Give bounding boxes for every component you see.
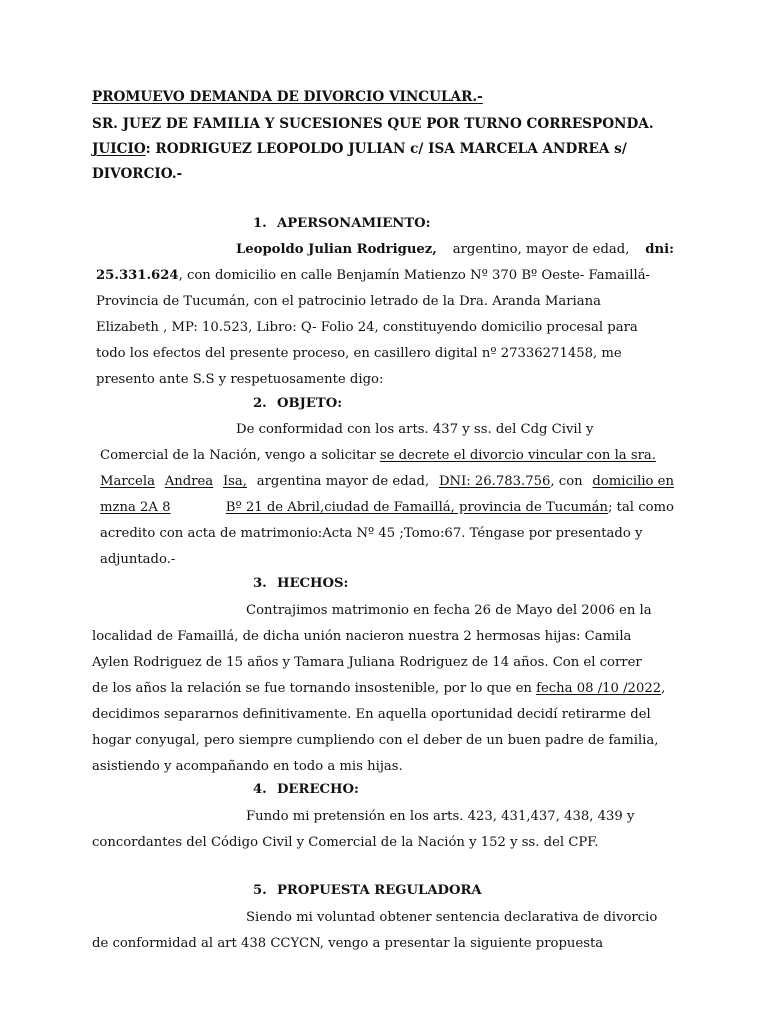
hechos-line-2: localidad de Famaillá, de dicha unión nacieron nuestra 2 hermosas hijas: Camila: [92, 629, 632, 644]
respondent-name: Andrea: [164, 474, 214, 489]
apersonamiento-line-2: [96, 267, 674, 285]
hechos-line-5: decidimos separarnos definitivamente. En aquella oportunidad decidí retirarme del: [92, 707, 651, 722]
objeto-line-3: [100, 473, 674, 491]
section-title: PROPUESTA REGULADORA: [277, 883, 482, 898]
apersonamiento-line-4: Elizabeth , MP: 10.523, Libro: Q- Folio 24, constituyendo domicilio procesal para: [96, 320, 638, 335]
juicio-parties: : RODRIGUEZ LEOPOLDO JULIAN c/ ISA MARCELA ANDREA s/: [145, 141, 627, 157]
text-span: ,: [661, 681, 666, 696]
hechos-line-3: Aylen Rodriguez de 15 años y Tamara Juliana Rodriguez de 14 años. Con el correr: [92, 655, 642, 670]
document-title: PROMUEVO DEMANDA DE DIVORCIO VINCULAR.-: [92, 89, 483, 105]
section-number: 4.: [253, 782, 267, 797]
apersonamiento-line-3: Provincia de Tucumán, con el patrocinio letrado de la Dra. Aranda Mariana: [96, 294, 601, 309]
hechos-line-6: hogar conyugal, pero siempre cumpliendo con el deber de un buen padre de familia,: [92, 733, 659, 748]
text-span: ; tal como: [608, 500, 674, 515]
respondent-address: mzna 2A 8: [100, 500, 171, 515]
section-number: 3.: [253, 576, 267, 591]
objeto-line-6: adjuntado.-: [100, 552, 176, 567]
hechos-line-1: Contrajimos matrimonio en fecha 26 de Mayo del 2006 en la: [246, 603, 652, 618]
hechos-line-4: [92, 680, 674, 698]
objeto-line-4: [100, 499, 674, 517]
section-title: OBJETO:: [277, 396, 343, 411]
section-heading-derecho: [253, 782, 359, 797]
apersonamiento-line-1: [236, 241, 674, 259]
propuesta-line-1: Siendo mi voluntad obtener sentencia declarativa de divorcio: [246, 910, 658, 925]
text-span: argentino, mayor de edad,: [452, 242, 630, 257]
addressee: SR. JUEZ DE FAMILIA Y SUCESIONES QUE POR TURNO CORRESPONDA.: [92, 116, 654, 132]
section-title: HECHOS:: [277, 576, 349, 591]
propuesta-line-2: de conformidad al art 438 CCYCN, vengo a presentar la siguiente propuesta: [92, 936, 604, 951]
objeto-line-5: acredito con acta de matrimonio:Acta Nº 45 ;Tomo:67. Téngase por presentado y: [100, 526, 643, 541]
text-span: de los años la relación se fue tornando insostenible, por lo que en: [92, 681, 532, 696]
text-span: Comercial de la Nación, vengo a solicitar: [100, 448, 376, 463]
juicio-label: JUICIO: [92, 141, 146, 157]
apersonamiento-line-6: presento ante S.S y respetuosamente digo:: [96, 372, 384, 387]
section-title: DERECHO:: [277, 782, 359, 797]
respondent-name: Marcela: [100, 474, 155, 489]
juicio-line: [92, 140, 665, 158]
objeto-line-1: De conformidad con los arts. 437 y ss. del Cdg Civil y: [236, 422, 594, 437]
respondent-address: Bº 21 de Abril,ciudad de Famaillá, provincia de Tucumán: [225, 500, 609, 515]
objeto-line-2: [100, 447, 674, 465]
divorce-request: se decrete el divorcio vincular con la sra.: [379, 448, 656, 463]
petitioner-name: Leopoldo Julian Rodriguez,: [236, 242, 437, 257]
section-heading-propuesta: [253, 883, 482, 898]
petitioner-dni: 25.331.624: [96, 268, 179, 283]
derecho-line-1: Fundo mi pretensión en los arts. 423, 431,437, 438, 439 y: [246, 809, 635, 824]
section-heading-hechos: [253, 576, 348, 591]
text-span: , con: [550, 474, 583, 489]
hechos-line-7: asistiendo y acompañando en todo a mis hijas.: [92, 759, 403, 774]
text-span: argentina mayor de edad,: [256, 474, 430, 489]
respondent-dni: DNI: 26.783.756: [438, 474, 551, 489]
separation-date: fecha 08 /10 /2022: [536, 681, 662, 696]
derecho-line-2: concordantes del Código Civil y Comercial de la Nación y 152 y ss. del CPF.: [92, 835, 599, 850]
text-span: , con domicilio en calle Benjamín Matienzo Nº 370 Bº Oeste- Famaillá-: [178, 268, 651, 283]
apersonamiento-line-5: todo los efectos del presente proceso, en casillero digital nº 27336271458, me: [96, 346, 622, 361]
section-number: 2.: [253, 396, 267, 411]
respondent-address: domicilio en: [592, 474, 674, 489]
section-heading-objeto: [253, 396, 342, 411]
section-title: APERSONAMIENTO:: [277, 216, 431, 231]
section-heading-apersonamiento: [253, 216, 431, 231]
juicio-continuation: DIVORCIO.-: [92, 166, 183, 182]
dni-label: dni:: [645, 242, 674, 257]
respondent-name: Isa,: [222, 474, 247, 489]
section-number: 1.: [253, 216, 267, 231]
section-number: 5.: [253, 883, 267, 898]
